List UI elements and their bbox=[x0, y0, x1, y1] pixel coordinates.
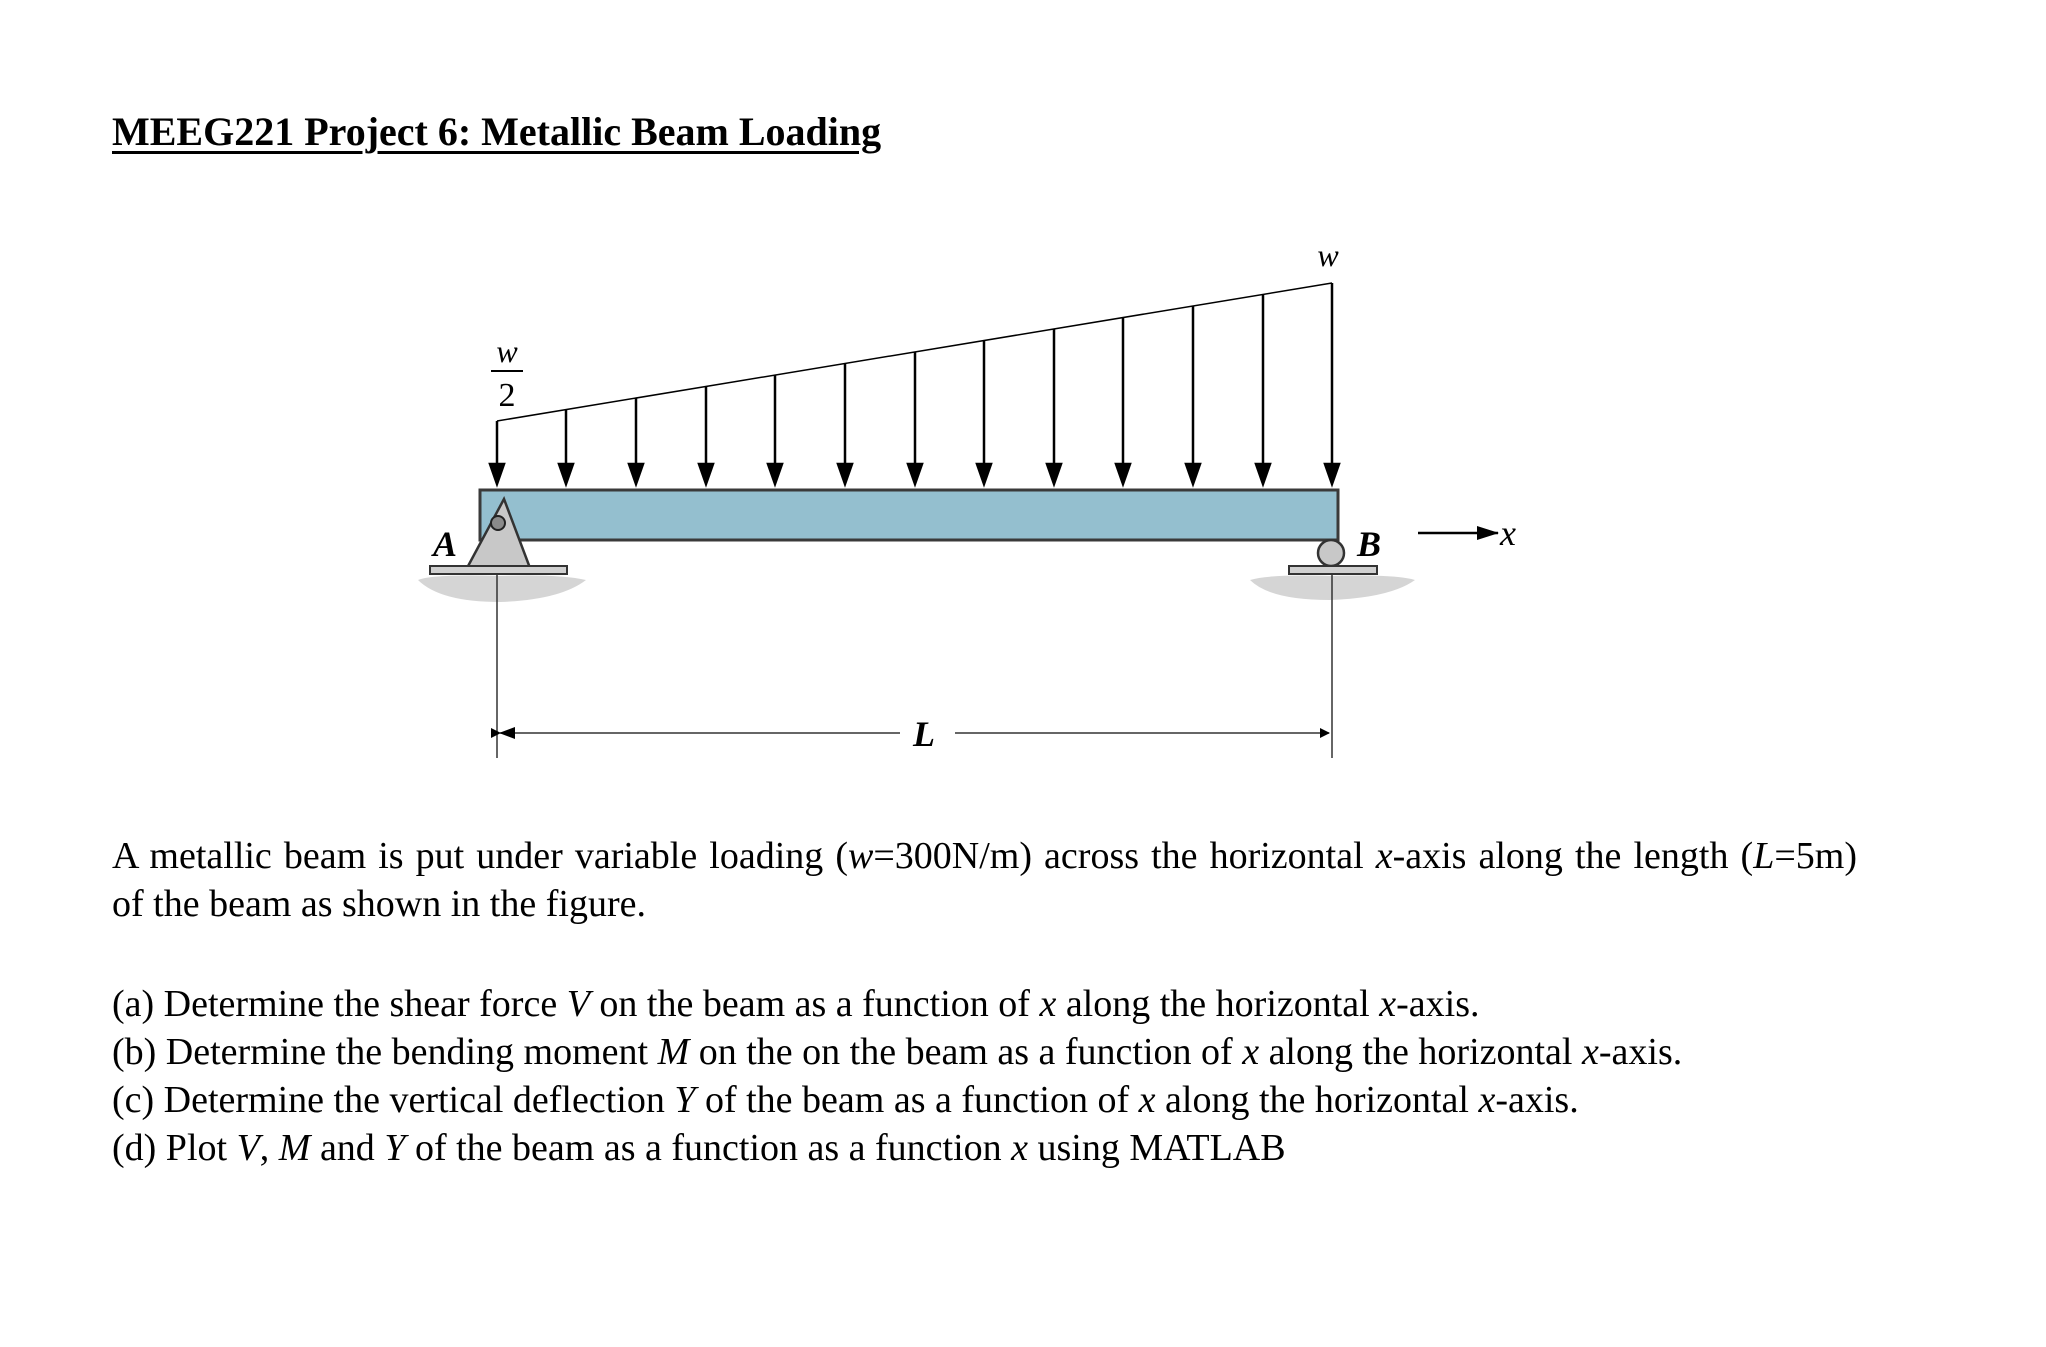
var-x: x bbox=[1379, 983, 1397, 1025]
part-d-text: of the beam as a function as a function bbox=[405, 1127, 1012, 1169]
problem-parts bbox=[112, 980, 1857, 1172]
var-x: x bbox=[1581, 1031, 1599, 1073]
part-a bbox=[112, 980, 1857, 1028]
part-b-text: (b) Determine the bending moment bbox=[112, 1031, 658, 1073]
support-b-label: B bbox=[1357, 524, 1382, 564]
part-d-text: and bbox=[310, 1127, 385, 1169]
load-arrow bbox=[1116, 318, 1130, 484]
load-arrow bbox=[1047, 329, 1061, 484]
load-arrow bbox=[977, 341, 991, 484]
var-x: x bbox=[1478, 1079, 1496, 1121]
part-c bbox=[112, 1076, 1857, 1124]
part-c-text: along the horizontal bbox=[1155, 1079, 1479, 1121]
part-c-text: (c) Determine the vertical deflection bbox=[112, 1079, 675, 1121]
var-V: V bbox=[236, 1127, 260, 1169]
var-x: x bbox=[1138, 1079, 1156, 1121]
var-w: w bbox=[847, 835, 874, 877]
load-arrow bbox=[908, 352, 922, 484]
part-d-text: using MATLAB bbox=[1028, 1127, 1286, 1169]
part-b-text: -axis. bbox=[1598, 1031, 1683, 1073]
load-left-label-numerator: w bbox=[496, 333, 518, 369]
load-arrow bbox=[768, 375, 782, 484]
support-a-label: A bbox=[433, 524, 458, 564]
load-arrow bbox=[629, 398, 643, 484]
load-arrow bbox=[490, 421, 504, 484]
var-Y: Y bbox=[384, 1127, 406, 1169]
part-a-text: (a) Determine the shear force bbox=[112, 983, 567, 1025]
var-L: L bbox=[1753, 835, 1775, 877]
intro-text-2: =300N/m) across the horizontal bbox=[873, 835, 1376, 877]
part-b-text: on the on the beam as a function of bbox=[689, 1031, 1243, 1073]
intro-text-3: -axis along the length ( bbox=[1392, 835, 1754, 877]
length-label: L bbox=[913, 714, 935, 754]
beam bbox=[480, 490, 1338, 540]
intro-text-4: =5m) of the beam as shown in the figure. bbox=[112, 835, 1857, 925]
document-title: MEEG221 Project 6: Metallic Beam Loading bbox=[112, 109, 882, 154]
intro-text-1: A metallic beam is put under variable loading ( bbox=[112, 835, 848, 877]
load-right-label: w bbox=[1317, 237, 1339, 273]
distributed-load-arrows bbox=[490, 283, 1339, 484]
load-arrow bbox=[1186, 306, 1200, 484]
part-a-text: along the horizontal bbox=[1056, 983, 1380, 1025]
part-d-text: (d) Plot bbox=[112, 1127, 237, 1169]
var-x: x bbox=[1039, 983, 1057, 1025]
part-c-text: of the beam as a function of bbox=[695, 1079, 1139, 1121]
part-b-text: along the horizontal bbox=[1259, 1031, 1582, 1073]
part-a-text: -axis. bbox=[1396, 983, 1480, 1025]
part-c-text: -axis. bbox=[1495, 1079, 1579, 1121]
part-d bbox=[112, 1124, 1857, 1172]
load-arrow bbox=[1256, 295, 1270, 484]
load-arrow bbox=[559, 410, 573, 484]
load-arrow bbox=[699, 387, 713, 484]
part-b bbox=[112, 1028, 1857, 1076]
var-M: M bbox=[657, 1031, 690, 1073]
load-arrow bbox=[838, 364, 852, 484]
var-V: V bbox=[566, 983, 590, 1025]
var-M: M bbox=[278, 1127, 311, 1169]
var-x: x bbox=[1242, 1031, 1260, 1073]
part-a-text: on the beam as a function of bbox=[589, 983, 1040, 1025]
var-Y: Y bbox=[674, 1079, 696, 1121]
part-d-text: , bbox=[259, 1127, 279, 1169]
load-left-label-denominator: 2 bbox=[498, 377, 516, 414]
length-dimension-left-arrowhead bbox=[499, 727, 515, 739]
problem-statement bbox=[112, 832, 1857, 928]
var-x: x bbox=[1375, 835, 1393, 877]
load-arrow bbox=[1325, 283, 1339, 484]
var-x: x bbox=[1011, 1127, 1029, 1169]
x-axis-label: x bbox=[1500, 513, 1516, 553]
